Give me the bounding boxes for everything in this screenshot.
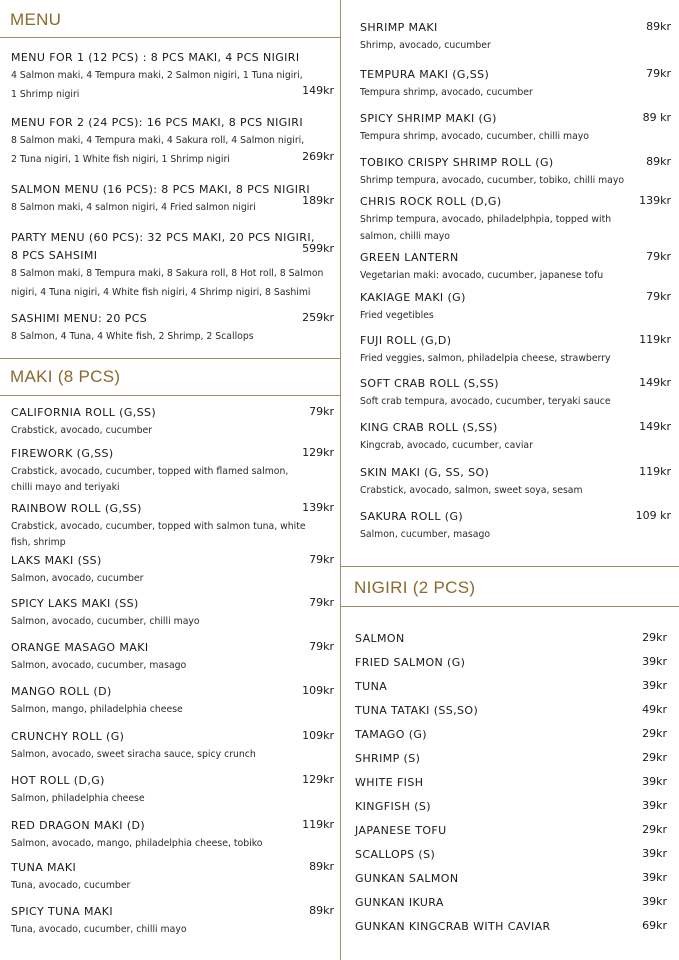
item-price: 89kr [646, 20, 671, 33]
item-description [11, 134, 334, 167]
item-description [11, 69, 334, 102]
item-description-line: Salmon, cucumber, masago [360, 529, 491, 540]
item-description [11, 659, 334, 673]
item-name: LAKS MAKI (SS) [11, 554, 102, 567]
item-price: 89kr [309, 904, 334, 917]
item-name: FUJI ROLL (G,D) [360, 334, 452, 347]
item-price: 89kr [309, 860, 334, 873]
item-price: 269kr [302, 150, 334, 163]
menu-item [360, 20, 671, 53]
item-price: 39kr [642, 775, 667, 788]
item-price: 119kr [639, 333, 671, 346]
item-description-line: Crabstick, avocado, salmon, sweet soya, sesam [360, 485, 583, 496]
item-description-line: Soft crab tempura, avocado, cucumber, teryaki sauce [360, 396, 611, 407]
item-description [11, 267, 334, 300]
item-description [11, 465, 334, 495]
item-description [11, 703, 334, 717]
item-name-line2: 8 PCS SAHSIMI [11, 249, 98, 262]
menu-item [360, 67, 671, 100]
item-description [11, 748, 334, 762]
item-name: MENU FOR 2 (24 PCS): 16 PCS MAKI, 8 PCS NIGIRI [11, 116, 303, 129]
item-description-line: Tempura shrimp, avocado, cucumber [360, 87, 533, 98]
maki-top-rule [0, 358, 340, 359]
item-price: 39kr [642, 847, 667, 860]
item-price: 49kr [642, 703, 667, 716]
item-name: GUNKAN KINGCRAB WITH CAVIAR [355, 920, 551, 933]
menu-item [360, 420, 671, 453]
item-description-line: 2 Tuna nigiri, 1 White fish nigiri, 1 Shrimp nigiri [11, 154, 230, 165]
item-description [11, 792, 334, 806]
item-description-line: Crabstick, avocado, cucumber, topped with flamed salmon, [11, 466, 289, 477]
menu-item [11, 50, 334, 102]
item-description-line: 8 Salmon maki, 8 Tempura maki, 8 Sakura roll, 8 Hot roll, 8 Salmon [11, 268, 324, 279]
item-price: 79kr [646, 250, 671, 263]
item-price: 39kr [642, 679, 667, 692]
item-name: SPICY SHRIMP MAKI (G) [360, 112, 497, 125]
item-description-line: Shrimp tempura, avocado, cucumber, tobiko, chilli mayo [360, 175, 625, 186]
menu-item [355, 679, 667, 695]
item-description [11, 879, 334, 893]
menu-item [360, 155, 671, 188]
item-price: 29kr [642, 823, 667, 836]
item-price: 259kr [302, 311, 334, 324]
item-description-line: nigiri, 4 Tuna nigiri, 4 White fish nigiri, 4 Shrimp nigiri, 8 Sashimi [11, 287, 311, 298]
item-name: MENU FOR 1 (12 PCS) : 8 PCS MAKI, 4 PCS NIGIRI [11, 51, 300, 64]
item-name: KING CRAB ROLL (S,SS) [360, 421, 498, 434]
item-name: SCALLOPS (S) [355, 848, 436, 861]
item-description-line: salmon, chilli mayo [360, 231, 450, 242]
menu-item [11, 818, 334, 851]
item-price: 89 kr [642, 111, 671, 124]
item-description-line: Crabstick, avocado, cucumber, topped with salmon tuna, white [11, 521, 306, 532]
menu-item [355, 895, 667, 911]
menu-item [11, 640, 334, 673]
menu-item [11, 684, 334, 717]
item-description [11, 520, 334, 550]
item-price: 29kr [642, 751, 667, 764]
item-description-line: Salmon, avocado, cucumber, masago [11, 660, 187, 671]
item-description [360, 174, 671, 188]
maki-section-title: MAKI (8 PCS) [10, 367, 121, 386]
item-price: 109kr [302, 684, 334, 697]
menu-title-rule [0, 37, 340, 38]
menu-item [355, 775, 667, 791]
item-description [360, 484, 671, 498]
menu-item [11, 904, 334, 937]
item-description [11, 330, 334, 344]
item-name: WHITE FISH [355, 776, 424, 789]
item-price: 79kr [309, 596, 334, 609]
menu-item [355, 655, 667, 671]
item-price: 189kr [302, 194, 334, 207]
item-description-line: Kingcrab, avocado, cucumber, caviar [360, 440, 533, 451]
item-price: 109 kr [635, 509, 671, 522]
item-price: 79kr [646, 67, 671, 80]
item-price: 39kr [642, 655, 667, 668]
nigiri-section-title: NIGIRI (2 PCS) [354, 578, 476, 597]
item-price: 29kr [642, 727, 667, 740]
item-price: 69kr [642, 919, 667, 932]
item-description-line: 1 Shrimp nigiri [11, 89, 80, 100]
nigiri-title-rule [340, 606, 679, 607]
menu-section-title: MENU [10, 10, 62, 29]
item-name: SKIN MAKI (G, SS, SO) [360, 466, 490, 479]
item-description-line: Salmon, avocado, mango, philadelphia cheese, tobiko [11, 838, 263, 849]
item-description [360, 352, 671, 366]
item-description [11, 923, 334, 937]
item-name: SALMON MENU (16 PCS): 8 PCS MAKI, 8 PCS NIGIRI [11, 183, 311, 196]
item-description [360, 395, 671, 409]
item-description [11, 424, 334, 438]
item-description-line: 8 Salmon, 4 Tuna, 4 White fish, 2 Shrimp, 2 Scallops [11, 331, 254, 342]
item-name: GREEN LANTERN [360, 251, 459, 264]
item-description [360, 439, 671, 453]
item-description-line: Salmon, philadelphia cheese [11, 793, 145, 804]
menu-item [355, 631, 667, 647]
item-description-line: Tuna, avocado, cucumber, chilli mayo [11, 924, 187, 935]
menu-item [360, 194, 671, 244]
menu-item [360, 465, 671, 498]
item-description-line: Salmon, avocado, sweet siracha sauce, spicy crunch [11, 749, 256, 760]
item-name: SPICY LAKS MAKI (SS) [11, 597, 139, 610]
item-price: 599kr [302, 242, 334, 255]
menu-item [11, 729, 334, 762]
menu-item [11, 860, 334, 893]
item-name: CHRIS ROCK ROLL (D,G) [360, 195, 502, 208]
item-price: 79kr [646, 290, 671, 303]
item-name: SASHIMI MENU: 20 PCS [11, 312, 148, 325]
menu-item [355, 751, 667, 767]
item-name: SHRIMP (S) [355, 752, 421, 765]
item-name: TEMPURA MAKI (G,SS) [360, 68, 490, 81]
menu-item [360, 290, 671, 323]
menu-item [355, 919, 667, 935]
menu-item [11, 311, 334, 344]
item-description [11, 615, 334, 629]
item-name: ORANGE MASAGO MAKI [11, 641, 149, 654]
item-name: SAKURA ROLL (G) [360, 510, 464, 523]
item-name: TUNA [355, 680, 388, 693]
item-price: 39kr [642, 799, 667, 812]
item-price: 39kr [642, 895, 667, 908]
item-name: CRUNCHY ROLL (G) [11, 730, 125, 743]
menu-item [360, 111, 671, 144]
item-description-line: Salmon, avocado, cucumber, chilli mayo [11, 616, 200, 627]
menu-item [355, 871, 667, 887]
menu-item [11, 182, 334, 215]
item-name: PARTY MENU (60 PCS): 32 PCS MAKI, 20 PCS NIGIRI, [11, 231, 315, 244]
item-name: CALIFORNIA ROLL (G,SS) [11, 406, 157, 419]
item-description-line: chilli mayo and teriyaki [11, 482, 120, 493]
item-name: GUNKAN IKURA [355, 896, 444, 909]
menu-item [11, 773, 334, 806]
menu-item [11, 446, 334, 495]
item-description [11, 201, 334, 215]
menu-item [11, 501, 334, 550]
item-name: SOFT CRAB ROLL (S,SS) [360, 377, 499, 390]
item-name: GUNKAN SALMON [355, 872, 459, 885]
item-price: 139kr [639, 194, 671, 207]
item-description-line: Tuna, avocado, cucumber [11, 880, 131, 891]
menu-item [360, 250, 671, 283]
item-name: HOT ROLL (D,G) [11, 774, 105, 787]
item-price: 129kr [302, 773, 334, 786]
item-name: MANGO ROLL (D) [11, 685, 112, 698]
menu-item [11, 230, 334, 300]
item-description [360, 269, 671, 283]
item-name: SHRIMP MAKI [360, 21, 438, 34]
menu-item [355, 727, 667, 743]
item-description [11, 572, 334, 586]
item-description-line: Crabstick, avocado, cucumber [11, 425, 153, 436]
item-description [360, 528, 671, 542]
item-price: 79kr [309, 640, 334, 653]
item-price: 119kr [302, 818, 334, 831]
item-price: 139kr [302, 501, 334, 514]
item-description-line: Tempura shrimp, avocado, cucumber, chilli mayo [360, 131, 589, 142]
item-price: 89kr [646, 155, 671, 168]
item-name: SALMON [355, 632, 405, 645]
item-description-line: 8 Salmon maki, 4 salmon nigiri, 4 Fried salmon nigiri [11, 202, 256, 213]
item-price: 109kr [302, 729, 334, 742]
item-description-line: Shrimp, avocado, cucumber [360, 40, 491, 51]
item-price: 79kr [309, 553, 334, 566]
menu-item [355, 847, 667, 863]
item-description-line: Shrimp tempura, avocado, philadelphpia, topped with [360, 214, 612, 225]
item-price: 29kr [642, 631, 667, 644]
nigiri-top-rule [340, 566, 679, 567]
item-price: 129kr [302, 446, 334, 459]
item-name: FIREWORK (G,SS) [11, 447, 114, 460]
item-price: 119kr [639, 465, 671, 478]
item-description [360, 309, 671, 323]
menu-item [355, 799, 667, 815]
item-name: JAPANESE TOFU [355, 824, 447, 837]
item-name: SPICY TUNA MAKI [11, 905, 114, 918]
item-description-line: Fried vegetibles [360, 310, 434, 321]
item-name: FRIED SALMON (G) [355, 656, 466, 669]
item-name: RAINBOW ROLL (G,SS) [11, 502, 142, 515]
item-name: RED DRAGON MAKI (D) [11, 819, 146, 832]
item-description-line: Vegetarian maki: avocado, cucumber, japanese tofu [360, 270, 604, 281]
menu-item [360, 376, 671, 409]
menu-item [355, 703, 667, 719]
item-description [360, 86, 671, 100]
item-description-line: 8 Salmon maki, 4 Tempura maki, 4 Sakura roll, 4 Salmon nigiri, [11, 135, 305, 146]
menu-item [11, 596, 334, 629]
item-description-line: Salmon, avocado, cucumber [11, 573, 144, 584]
item-price: 149kr [639, 376, 671, 389]
item-description [11, 837, 334, 851]
item-description-line: Salmon, mango, philadelphia cheese [11, 704, 183, 715]
maki-title-rule [0, 395, 340, 396]
item-description-line: 4 Salmon maki, 4 Tempura maki, 2 Salmon nigiri, 1 Tuna nigiri, [11, 70, 303, 81]
menu-item [11, 405, 334, 438]
menu-item [11, 115, 334, 167]
menu-item [355, 823, 667, 839]
menu-item [360, 509, 671, 542]
item-price: 79kr [309, 405, 334, 418]
item-name: TAMAGO (G) [355, 728, 427, 741]
menu-item [11, 553, 334, 586]
item-description-line: fish, shrimp [11, 537, 66, 548]
column-divider [340, 0, 341, 960]
item-name: TOBIKO CRISPY SHRIMP ROLL (G) [360, 156, 554, 169]
menu-item [360, 333, 671, 366]
item-name: KINGFISH (S) [355, 800, 431, 813]
item-description [360, 39, 671, 53]
item-name: TUNA MAKI [11, 861, 77, 874]
item-price: 149kr [302, 84, 334, 97]
item-description [360, 213, 671, 244]
item-description [360, 130, 671, 144]
item-price: 149kr [639, 420, 671, 433]
item-name: TUNA TATAKI (SS,SO) [355, 704, 479, 717]
item-description-line: Fried veggies, salmon, philadelpia cheese, strawberry [360, 353, 611, 364]
item-price: 39kr [642, 871, 667, 884]
item-name: KAKIAGE MAKI (G) [360, 291, 466, 304]
